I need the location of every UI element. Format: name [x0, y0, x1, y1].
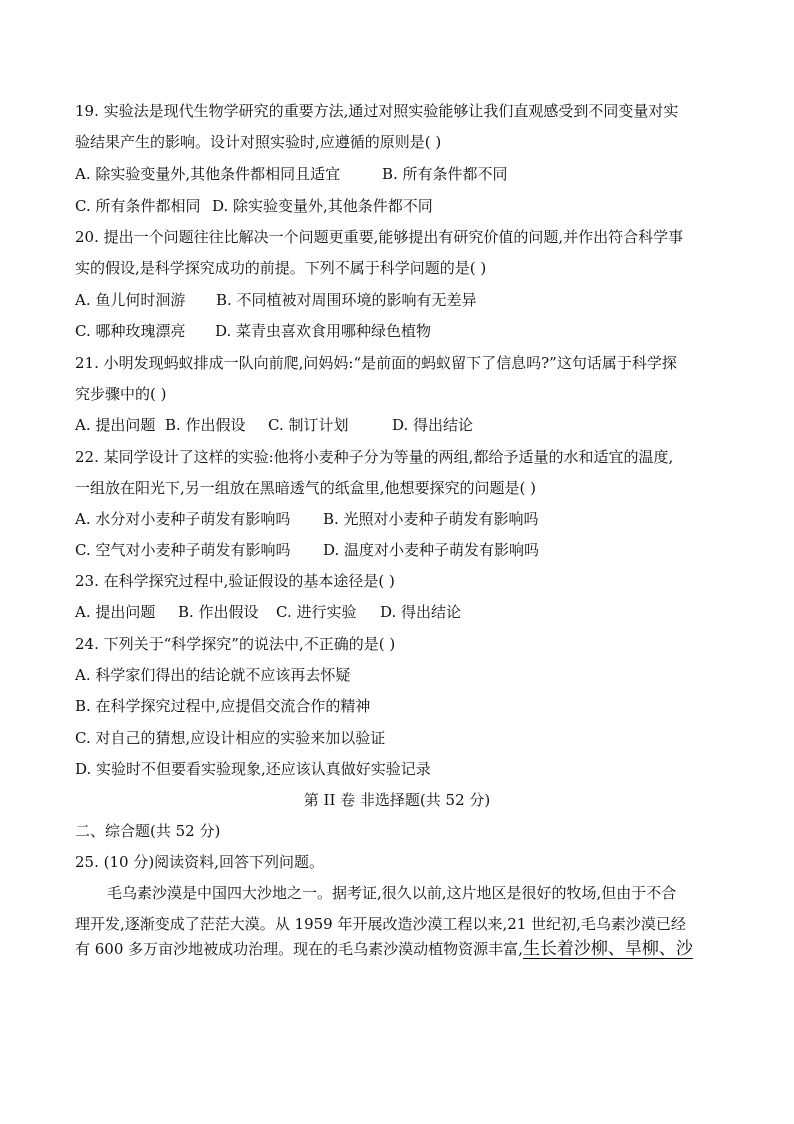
q19-option-d: D. 除实验变量外,其他条件都不同 — [212, 197, 433, 215]
q19-stem-line2: 验结果产生的影响。设计对照实验时,应遵循的原则是( ) — [75, 133, 442, 151]
q25-stem: 25. (10 分)阅读资料,回答下列问题。 — [75, 853, 324, 871]
q23-option-d: D. 得出结论 — [380, 603, 462, 621]
q19-option-b: B. 所有条件都不同 — [382, 165, 508, 183]
q20-stem-line1: 20. 提出一个问题往往比解决一个问题更重要,能够提出有研究价值的问题,并作出符合科学事 — [75, 228, 684, 246]
part2-title: 第 II 卷 非选择题(共 52 分) — [303, 791, 491, 809]
q25-paragraph-line1: 毛乌素沙漠是中国四大沙地之一。据考证,很久以前,这片地区是很好的牧场,但由于不合 — [107, 884, 677, 902]
q21-stem-line2: 究步骤中的( ) — [75, 385, 167, 403]
q21-option-b: B. 作出假设 — [165, 416, 246, 434]
q21-option-d: D. 得出结论 — [392, 416, 474, 434]
q21-option-a: A. 提出问题 — [75, 416, 156, 434]
q22-stem-line1: 22. 某同学设计了这样的实验:他将小麦种子分为等量的两组,都给予适量的水和适宜的温度, — [75, 448, 674, 466]
q20-stem-line2: 实的假设,是科学探究成功的前提。下列不属于科学问题的是( ) — [75, 259, 487, 277]
q19-stem-line1: 19. 实验法是现代生物学研究的重要方法,通过对照实验能够让我们直观感受到不同变量对实 — [75, 102, 679, 120]
q19-option-a: A. 除实验变量外,其他条件都相同且适宜 — [75, 165, 341, 183]
section-title: 二、综合题(共 52 分) — [75, 822, 221, 840]
q24-option-a: A. 科学家们得出的结论就不应该再去怀疑 — [75, 666, 351, 684]
q20-option-c: C. 哪种玫瑰漂亮 — [75, 322, 186, 340]
q25-paragraph-line3 — [75, 939, 693, 959]
q24-option-d: D. 实验时不但要看实验现象,还应该认真做好实验记录 — [75, 760, 431, 778]
q24-stem: 24. 下列关于“科学探究”的说法中,不正确的是( ) — [75, 635, 396, 653]
q22-option-b: B. 光照对小麦种子萌发有影响吗 — [323, 510, 539, 528]
q23-stem: 23. 在科学探究过程中,验证假设的基本途径是( ) — [75, 572, 395, 590]
q22-stem-line2: 一组放在阳光下,另一组放在黑暗透气的纸盒里,他想要探究的问题是( ) — [75, 479, 537, 497]
q22-option-d: D. 温度对小麦种子萌发有影响吗 — [323, 541, 540, 559]
q24-option-b: B. 在科学探究过程中,应提倡交流合作的精神 — [75, 697, 371, 715]
q23-option-c: C. 进行实验 — [276, 603, 357, 621]
q25-paragraph-line2: 理开发,逐渐变成了茫茫大漠。从 1959 年开展改造沙漠工程以来,21 世纪初,毛乌素沙漠已经 — [75, 915, 686, 933]
q21-stem-line1: 21. 小明发现蚂蚁排成一队向前爬,问妈妈:“是前面的蚂蚁留下了信息吗?”这句话属于科学探 — [75, 354, 677, 372]
q24-option-c: C. 对自己的猜想,应设计相应的实验来加以验证 — [75, 729, 386, 747]
q23-option-a: A. 提出问题 — [75, 603, 156, 621]
q19-option-c: C. 所有条件都相同 — [75, 197, 201, 215]
q25-underlined-text: 生长着沙柳、旱柳、沙 — [522, 939, 693, 959]
q20-option-b: B. 不同植被对周围环境的影响有无差异 — [216, 291, 477, 309]
q23-option-b: B. 作出假设 — [178, 603, 259, 621]
q20-option-d: D. 菜青虫喜欢食用哪种绿色植物 — [215, 322, 432, 340]
q21-option-c: C. 制订计划 — [268, 416, 349, 434]
q20-option-a: A. 鱼儿何时洄游 — [75, 291, 186, 309]
q22-option-c: C. 空气对小麦种子萌发有影响吗 — [75, 541, 291, 559]
q22-option-a: A. 水分对小麦种子萌发有影响吗 — [75, 510, 291, 528]
q25-paragraph-plain: 有 600 多万亩沙地被成功治理。现在的毛乌素沙漠动植物资源丰富, — [75, 940, 523, 958]
